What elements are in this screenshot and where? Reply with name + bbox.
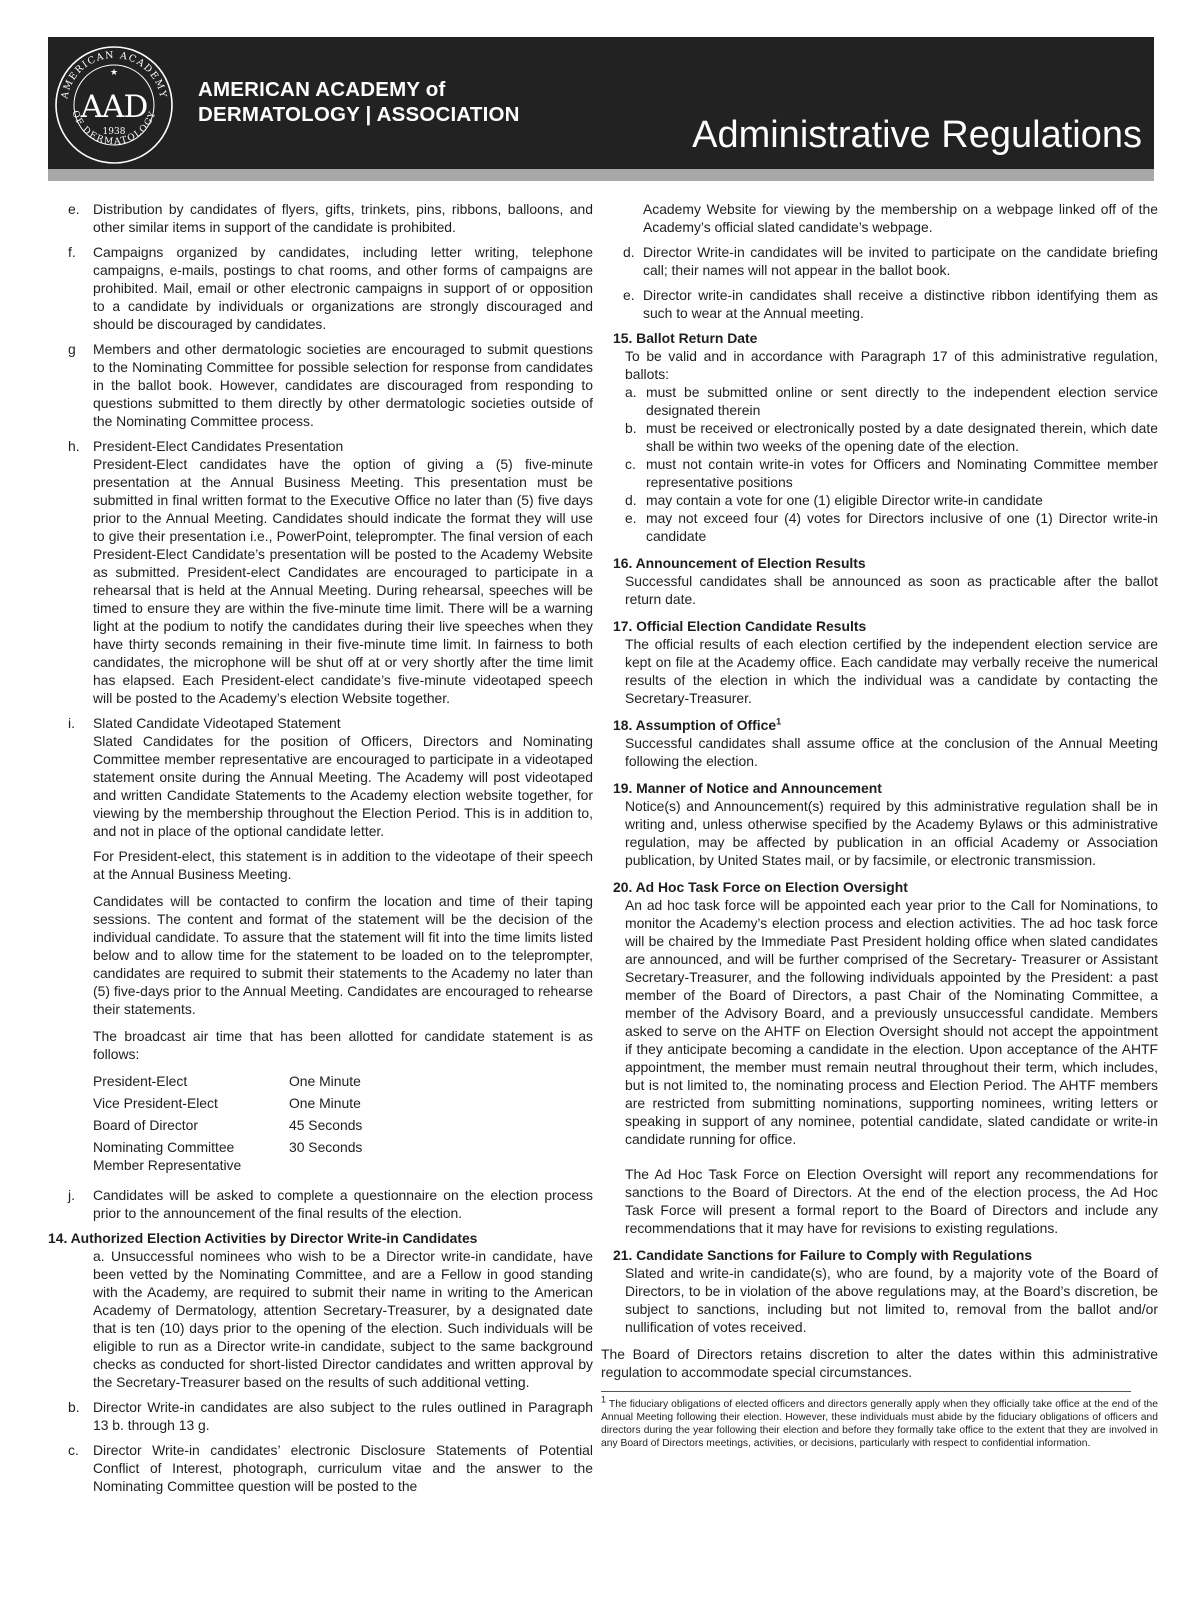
item-marker: c.	[68, 1442, 79, 1458]
item-text: President-Elect candidates have the option of giving a (5) five-minute presentation at the Annual Business Meeting. This presentation must be submitted in final written format to the Executive Office no later than (5) five days prior to the Annual Meeting. Candidates should indicate the format they will use to give their presentation i.e., PowerPoint, teleprompter. The final version of each President-Elect Candidate’s presentation will be posted to the Academy Website as submitted. President-elect Candidates are encouraged to participate in a rehearsal that is held at the Annual Meeting. During rehearsal, speeches will be timed to ensure they are within the five-minute time limit. There will be a warning light at the podium to notify the candidates during their live speeches when they have thirty seconds remaining in their five-minute time limit. In fairness to both candidates, the microphone will be shut off at or very shortly after the time limit has elapsed. Each President-elect candidate’s five-minute videotaped speech will be posted to the Academy’s election Website together.	[93, 456, 593, 706]
section-14-item-d	[613, 243, 1158, 279]
section-14-item-a: a. Unsuccessful nominees who wish to be a Director write-in candidate, have been vetted by the Nominating Committee, and are a Fellow in good standing with the Academy, are required to submit their name in writing to the American Academy of Dermatology, attention Secretary-Treasurer, by a designated date that is ten (10) days prior to the opening of the election. Such individuals will be eligible to run as a Director write-in candidate, subject to the same background checks as conducted for short-listed Director candidates and written approval by the Secretary-Treasurer based on the results of such additional vetting.	[93, 1248, 593, 1390]
table-row	[93, 1138, 362, 1178]
table-row	[93, 1094, 362, 1116]
aad-seal-logo	[53, 44, 175, 166]
list-item-g	[48, 340, 593, 430]
item-text: Director Write-in candidates are also subject to the rules outlined in Paragraph 13 b. through 13 g.	[93, 1399, 593, 1433]
section-text: Notice(s) and Announcement(s) required by this administrative regulation shall be in writing and, unless otherwise specified by the Academy Bylaws or this administrative regulation, may be affected by publication in an official Academy or Association publication, by United States mail, or by facsimile, or electronic transmission.	[625, 798, 1158, 868]
footnote-text: The fiduciary obligations of elected officers and directors generally apply when they officially take office at the end of the Annual Meeting following their election. However, these individuals must abide by the fiduciary obligations of officers and directors during the year following their election and before they formally take office to the extent that they are involved in any Board of Directors meetings, activities, or decisions, particularly with respect to confidential information.	[601, 1399, 1158, 1449]
section-text: Successful candidates shall be announced as soon as practicable after the ballot return date.	[625, 573, 1158, 607]
right-column	[601, 200, 1158, 1450]
item-marker: e.	[623, 287, 635, 303]
section-21	[613, 1246, 1158, 1336]
item-text: Candidates will be asked to complete a questionnaire on the election process prior to the announcement of the final results of the election.	[93, 1187, 593, 1221]
paragraph-contact: Candidates will be contacted to confirm the location and time of their taping sessions. The content and format of the statement will be the decision of the individual candidate. To assure that the statement will fit into the time limits listed below and to allow time for the statement to be loaded on to the teleprompter, candidates are required to submit their statements to the Academy no later than (5) five-days prior to the Annual Meeting. Candidates are encouraged to rehearse their statements.	[93, 893, 593, 1017]
item-heading: President-Elect Candidates Presentation	[93, 438, 344, 454]
item-marker: c.	[625, 456, 636, 472]
svg-text:OF DERMATOLOGY: OF DERMATOLOGY	[69, 109, 159, 148]
item-marker: e.	[625, 510, 637, 526]
table-cell-time: One Minute	[289, 1095, 361, 1111]
section-heading: 19. Manner of Notice and Announcement	[613, 780, 882, 796]
section-14	[48, 1229, 593, 1495]
ballot-item-e	[613, 509, 1158, 545]
footnote-reference: 1	[776, 716, 782, 727]
seal-initials: AAD	[80, 89, 148, 125]
footnote-divider	[601, 1391, 1131, 1392]
item-text: may contain a vote for one (1) eligible Director write-in candidate	[646, 492, 1043, 508]
section-intro: To be valid and in accordance with Paragraph 17 of this administrative regulation, ballots:	[625, 348, 1158, 382]
item-text: must be submitted online or sent directly to the independent election service designated therein	[646, 384, 1158, 418]
list-item-h	[48, 437, 593, 707]
section-heading: 14. Authorized Election Activities by Director Write-in Candidates	[48, 1230, 478, 1246]
item-text: Slated Candidates for the position of Officers, Directors and Nominating Committee member representative are encouraged to participate in a videotaped statement onsite during the Annual Meeting. The Academy will post videotaped and written Candidate Statements to the Academy election website together, for viewing by the membership throughout the Election Period. This is in addition to, and not in place of the optional candidate letter.	[93, 733, 593, 839]
svg-text:★: ★	[109, 67, 119, 77]
item-heading: Slated Candidate Videotaped Statement	[93, 715, 341, 731]
footnote-marker: 1	[601, 1394, 607, 1405]
section-heading: 20. Ad Hoc Task Force on Election Oversight	[613, 879, 908, 895]
section-heading	[613, 716, 1158, 734]
section-title: 18. Assumption of Office	[613, 717, 777, 733]
item-marker: i.	[68, 715, 75, 731]
section-14-item-e	[613, 286, 1158, 322]
section-15	[613, 329, 1158, 545]
item-text: Members and other dermatologic societies are encouraged to submit questions to the Nominating Committee for possible selection for response from candidates in the ballot book. However, candidates are discouraged from responding to questions submitted to them directly by other dermatologic societies outside of the Nominating Committee process.	[93, 341, 593, 429]
table-cell-time: 30 Seconds	[289, 1139, 363, 1155]
item-text: Director Write-in candidates will be invited to participate on the candidate briefing call; their names will not appear in the ballot book.	[643, 244, 1158, 278]
item-text: Campaigns organized by candidates, including letter writing, telephone campaigns, e-mails, postings to chat rooms, and other forms of campaigns are prohibited. Mail, email or other electronic campaigns in support of or opposition to a candidate by individuals or organizations are strongly discouraged and should be discouraged by candidates.	[93, 244, 593, 332]
section-17	[613, 617, 1158, 707]
closing-paragraph: The Board of Directors retains discretion to alter the dates within this administrative regulation to accommodate special circumstances.	[601, 1346, 1158, 1380]
section-16	[613, 554, 1158, 608]
ballot-item-d	[613, 491, 1158, 509]
item-marker: h.	[68, 438, 80, 454]
table-row	[93, 1116, 362, 1138]
ballot-item-a	[613, 383, 1158, 419]
item-marker: g	[68, 341, 76, 357]
item-marker: e.	[68, 201, 80, 217]
section-19	[613, 779, 1158, 869]
section-14-item-c-continued	[613, 200, 1158, 236]
air-time-table	[93, 1072, 362, 1178]
item-marker: b.	[625, 420, 637, 436]
paragraph-broadcast: The broadcast air time that has been allotted for candidate statement is as follows:	[93, 1028, 593, 1062]
section-text-2: The Ad Hoc Task Force on Election Oversight will report any recommendations for sanctions to the Board of Directors. At the end of the election process, the Ad Hoc Task Force will present a formal report to the Board of Directors and include any recommendations that it may have for revisions to existing regulations.	[625, 1166, 1158, 1236]
header-divider	[48, 169, 1154, 181]
section-20	[613, 878, 1158, 1237]
org-line-2: DERMATOLOGY | ASSOCIATION	[198, 103, 520, 126]
item-text: Academy Website for viewing by the membership on a webpage linked off of the Academy’s official slated candidate’s webpage.	[643, 201, 1158, 235]
left-column	[48, 200, 593, 1504]
item-marker: f.	[68, 244, 76, 260]
list-item-f	[48, 243, 593, 333]
item-text: Director write-in candidates shall receive a distinctive ribbon identifying them as such to wear at the Annual meeting.	[643, 287, 1158, 321]
item-marker: j.	[68, 1187, 75, 1203]
footnote	[601, 1394, 1158, 1450]
list-item-e	[48, 200, 593, 236]
item-text: may not exceed four (4) votes for Directors inclusive of one (1) Director write-in candidate	[646, 510, 1158, 544]
list-item-j	[48, 1186, 593, 1222]
item-text: Distribution by candidates of flyers, gifts, trinkets, pins, ribbons, balloons, and other similar items in support of the candidate is prohibited.	[93, 201, 593, 235]
item-text: must not contain write-in votes for Officers and Nominating Committee member representative positions	[646, 456, 1158, 490]
section-heading: 17. Official Election Candidate Results	[613, 618, 867, 634]
item-marker: b.	[68, 1399, 80, 1415]
org-line-1: AMERICAN ACADEMY of	[198, 78, 446, 101]
table-cell-role: Board of Director	[93, 1117, 198, 1133]
list-item-i	[48, 714, 593, 840]
section-text: Successful candidates shall assume office at the conclusion of the Annual Meeting following the election.	[625, 735, 1158, 769]
section-18	[613, 716, 1158, 770]
item-marker: d.	[625, 492, 637, 508]
section-text: An ad hoc task force will be appointed each year prior to the Call for Nominations, to monitor the Academy’s election process and election activities. The ad hoc task force will be chaired by the Immediate Past President holding office when slated candidates are announced, and will be further comprised of the Secretary- Treasurer or Assistant Secretary-Treasurer, and the following individuals appointed by the President: a past member of the Board of Directors, a past Chair of the Nominating Committee, a member of the Advisory Board, and a previously unsuccessful candidate. Members asked to serve on the AHTF on Election Oversight should not accept the appointment if they anticipate becoming a candidate in the election. Upon acceptance of the AHTF appointment, the member must remain neutral throughout their term, which includes, but is not limited to, the nominating process and Election Period. The AHTF members are restricted from submitting nominations, supporting nominees, writing letters or speaking in support of any nominee, potential candidate, slated candidate or write-in candidate running for office.	[625, 897, 1158, 1147]
section-text: Slated and write-in candidate(s), who are found, by a majority vote of the Board of Directors, to be in violation of the above regulations may, at the Board’s discretion, be subject to sanctions, including but not limited to, removal from the ballot and/or nullification of votes received.	[625, 1265, 1158, 1335]
table-cell-role: President-Elect	[93, 1073, 188, 1089]
ballot-item-b	[613, 419, 1158, 455]
organization-name	[198, 77, 520, 127]
item-text: Director Write-in candidates’ electronic Disclosure Statements of Potential Conflict of Interest, photograph, curriculum vitae and the answer to the Nominating Committee question will be posted to the	[93, 1442, 593, 1494]
item-marker: d.	[623, 244, 635, 260]
table-cell-role: Vice President-Elect	[93, 1095, 218, 1111]
ballot-item-c	[613, 455, 1158, 491]
section-heading: 16. Announcement of Election Results	[613, 555, 866, 571]
section-heading: 15. Ballot Return Date	[613, 330, 758, 346]
table-row	[93, 1072, 362, 1094]
section-14-item-b	[48, 1398, 593, 1434]
section-14-item-c	[48, 1441, 593, 1495]
seal-year: 1938	[102, 127, 126, 137]
document-title: Administrative Regulations	[692, 114, 1142, 156]
item-marker: a.	[625, 384, 637, 400]
paragraph-president-elect: For President-elect, this statement is in addition to the videotape of their speech at the Annual Business Meeting.	[93, 848, 593, 882]
section-text: The official results of each election certified by the independent election service are kept on file at the Academy office. Each candidate may verbally receive the numerical results of the election in which the individual was a candidate by contacting the Secretary-Treasurer.	[625, 636, 1158, 706]
svg-text:AMERICAN ACADEMY: AMERICAN ACADEMY	[59, 49, 169, 100]
table-cell-role: Nominating Committee Member Representative	[93, 1139, 242, 1173]
item-text: must be received or electronically posted by a date designated therein, which date shall be within two weeks of the opening date of the election.	[646, 420, 1158, 454]
section-heading: 21. Candidate Sanctions for Failure to Comply with Regulations	[613, 1247, 1033, 1263]
table-cell-time: One Minute	[289, 1073, 361, 1089]
table-cell-time: 45 Seconds	[289, 1117, 363, 1133]
